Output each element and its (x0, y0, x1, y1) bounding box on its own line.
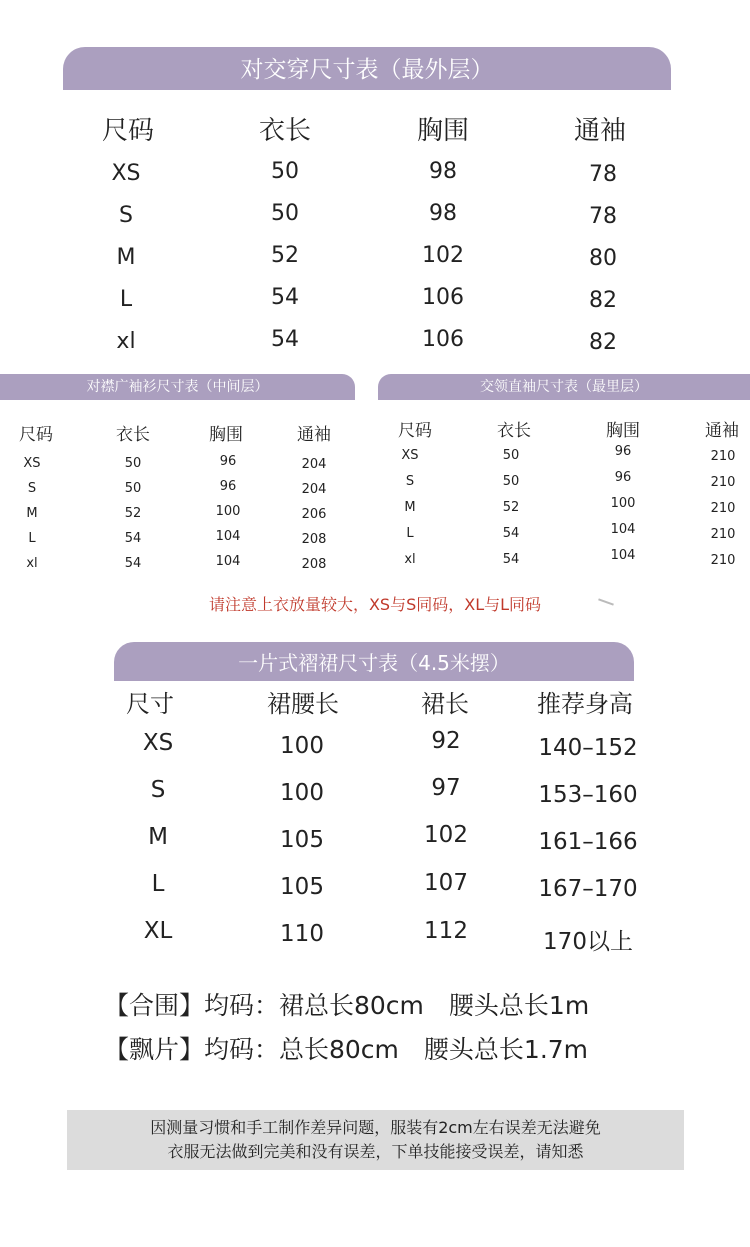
table-cell: 96 (614, 444, 632, 459)
table4-header-size: 尺寸 (126, 690, 174, 718)
table-cell: 54 (502, 526, 520, 541)
table1-header-sleeve: 通袖 (573, 116, 626, 146)
table-cell: 96 (614, 470, 632, 485)
table-cell: 105 (280, 874, 324, 900)
table4-title: 一片式褶裙尺寸表（4.5米摆） (238, 651, 510, 675)
table4-header-waist: 裙腰长 (267, 690, 339, 718)
table2-header-bust: 胸围 (209, 425, 243, 445)
table-cell: L (28, 531, 36, 546)
disclaimer-line-2: 衣服无法做到完美和没有误差，下单技能接受误差，请知悉 (167, 1142, 584, 1161)
table-cell: 50 (124, 481, 142, 496)
table4-title-banner (114, 642, 634, 681)
table-cell: S (150, 777, 166, 803)
table-cell: S (405, 474, 415, 489)
table1-header-bust: 胸围 (416, 116, 469, 146)
table-cell: 210 (710, 501, 736, 516)
footer-line-piaopian: 【飘片】均码：总长80cm 腰头总长1.7m (104, 1035, 589, 1064)
table-cell: XS (401, 448, 419, 463)
table-cell: 54 (271, 327, 299, 352)
table-cell: 92 (431, 728, 461, 754)
table-cell: 78 (589, 162, 617, 187)
table-cell: L (151, 871, 165, 897)
decorative-stroke (598, 598, 614, 605)
table-cell: 204 (301, 482, 327, 497)
table-cell: 50 (502, 448, 520, 463)
table-cell: 167–170 (538, 876, 638, 902)
table4-header-skirt-length: 裙长 (421, 690, 469, 718)
table-cell: 54 (502, 552, 520, 567)
table2-title-banner (0, 374, 355, 400)
table3-header-length: 衣长 (497, 421, 531, 441)
table-cell: 96 (219, 479, 237, 494)
table3-header-size: 尺码 (398, 421, 432, 441)
footer-line-hewei: 【合围】均码：裙总长80cm 腰头总长1m (104, 991, 590, 1020)
table2-header-sleeve: 通袖 (297, 425, 331, 445)
table-cell: 208 (301, 557, 327, 572)
table-cell: 52 (271, 243, 299, 268)
table-cell: 153–160 (538, 782, 638, 808)
table-cell: 105 (280, 827, 324, 853)
table3-header-bust: 胸围 (606, 421, 640, 441)
table-cell: 50 (271, 159, 299, 184)
table1-header-size: 尺码 (101, 116, 154, 146)
table-cell: 52 (502, 500, 520, 515)
table-cell: 206 (301, 507, 327, 522)
table-cell: L (119, 287, 133, 312)
table-cell: 210 (710, 449, 736, 464)
table-cell: 97 (431, 775, 461, 801)
table-cell: 210 (710, 527, 736, 542)
table3-title: 交领直袖尺寸表（最里层） (480, 379, 648, 395)
table-cell: 204 (301, 457, 327, 472)
table-cell: M (404, 500, 416, 515)
table-cell: 104 (215, 554, 241, 569)
table-cell: 100 (280, 780, 324, 806)
table-cell: 104 (610, 548, 636, 563)
table-cell: 98 (429, 201, 457, 226)
table-cell: 161–166 (538, 829, 638, 855)
table-cell: 82 (589, 330, 617, 355)
table-cell: 78 (589, 204, 617, 229)
table-cell: 50 (271, 201, 299, 226)
table-cell: XS (23, 456, 41, 471)
table-cell: S (119, 203, 133, 228)
table-cell: 110 (280, 921, 324, 947)
disclaimer-line-1: 因测量习惯和手工制作差异问题，服装有2cm左右误差无法避免 (150, 1118, 601, 1137)
table4-header-height: 推荐身高 (537, 690, 633, 718)
table-cell: 102 (424, 822, 468, 848)
table-cell: 52 (124, 506, 142, 521)
table-cell: 210 (710, 553, 736, 568)
table-cell: XS (111, 161, 141, 186)
table1-title: 对交穿尺寸表（最外层） (240, 57, 494, 83)
table-cell: 140–152 (538, 735, 638, 761)
table-cell: 104 (610, 522, 636, 537)
table-cell: 106 (422, 327, 464, 352)
table-cell: 50 (124, 456, 142, 471)
table-cell: 98 (429, 159, 457, 184)
table-cell: M (148, 824, 168, 850)
table-cell: 106 (422, 285, 464, 310)
table2-title: 对襟广袖衫尺寸表（中间层） (86, 379, 269, 395)
table-cell: 102 (422, 243, 464, 268)
table-cell: S (27, 481, 37, 496)
table-cell: M (26, 506, 38, 521)
table-cell: xl (26, 556, 38, 571)
table3-header-sleeve: 通袖 (705, 421, 739, 441)
table-cell: xl (404, 552, 416, 567)
table-cell: 54 (124, 556, 142, 571)
table2-header-size: 尺码 (19, 425, 53, 445)
table3-title-banner (378, 374, 750, 400)
table-cell: 54 (124, 531, 142, 546)
table-cell: 210 (710, 475, 736, 490)
table-cell: 107 (424, 870, 468, 896)
table-cell: M (116, 245, 136, 270)
size-note: 请注意上衣放量较大，XS与S同码，XL与L同码 (208, 595, 542, 614)
table-cell: 54 (271, 285, 299, 310)
table-cell: 80 (589, 246, 617, 271)
table-cell: 100 (280, 733, 324, 759)
table-cell: 100 (215, 504, 241, 519)
table-cell: xl (116, 329, 136, 354)
table-cell: 100 (610, 496, 636, 511)
table-cell: 208 (301, 532, 327, 547)
table1-header-length: 衣长 (258, 116, 311, 146)
table-cell: 104 (215, 529, 241, 544)
table-cell: XL (143, 918, 173, 944)
table-cell: 82 (589, 288, 617, 313)
table-cell: XS (142, 730, 174, 756)
table2-header-length: 衣长 (116, 425, 150, 445)
table-cell: 50 (502, 474, 520, 489)
table-cell: L (406, 526, 414, 541)
table1-title-banner (63, 47, 671, 90)
table-cell: 112 (424, 918, 468, 944)
table-cell: 96 (219, 454, 237, 469)
table-cell: 170以上 (543, 929, 633, 955)
disclaimer-box (67, 1110, 684, 1170)
